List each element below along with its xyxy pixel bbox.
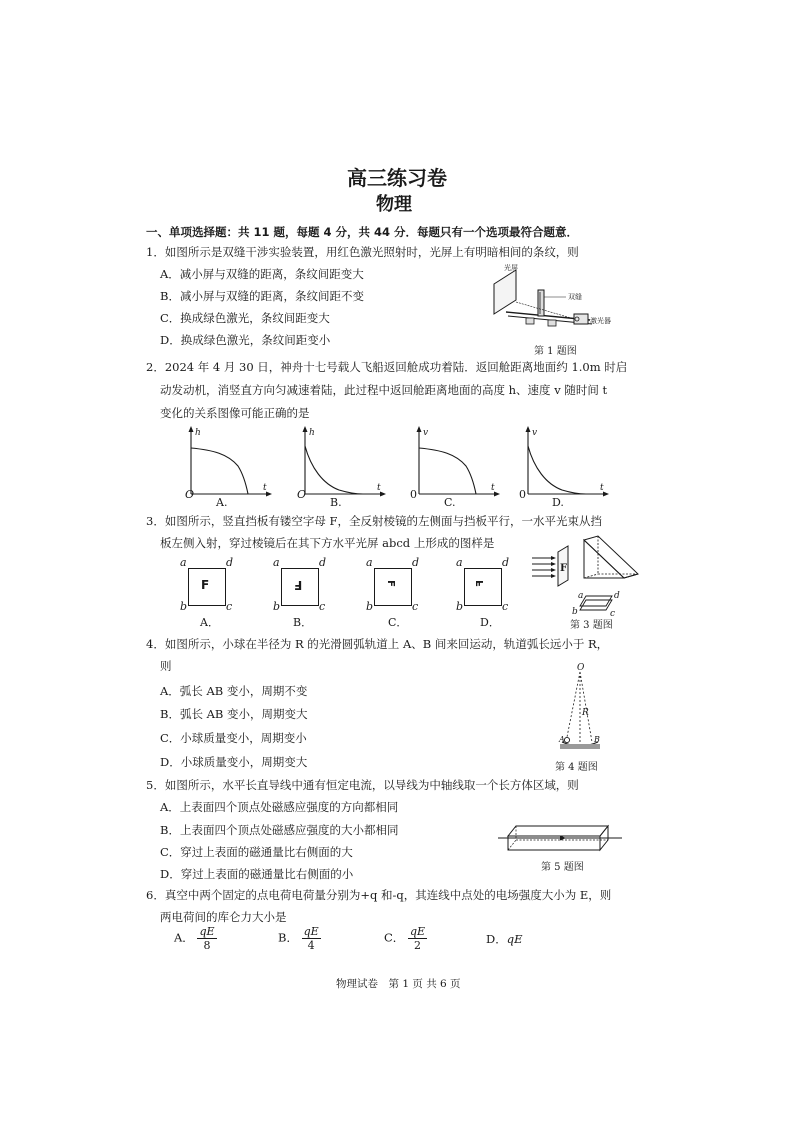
q2-graph-a-letter: A. <box>216 496 228 509</box>
q3-option-a-letter: A． <box>200 616 219 629</box>
page-subtitle: 物理 <box>376 194 412 215</box>
q3-option-d-glyph: F <box>474 580 486 587</box>
q4-fig-o: O <box>577 663 585 673</box>
q4-fig-r: R <box>582 708 589 718</box>
q3-plate-letter: F <box>560 563 568 574</box>
q2-graph-b-origin: O <box>297 488 307 501</box>
q6-stem-line-1: 6．真空中两个固定的点电荷电荷量分别为+q 和-q，其连线中点处的电场强度大小为 E，则 <box>146 888 612 902</box>
q3-option-c-letter: C． <box>388 616 408 629</box>
q6-option-b-num: qE <box>303 925 319 938</box>
q1-double-slit-figure <box>486 262 616 342</box>
page-footer: 物理试卷 第 1 页 共 6 页 <box>336 978 461 990</box>
q4-option-a: A．弧长 AB 变小，周期不变 <box>160 684 308 698</box>
corner-a: a <box>180 556 187 569</box>
q2-graph-c <box>411 424 501 500</box>
q1-figure-caption: 第 1 题图 <box>534 346 577 357</box>
q2-graph-b-letter: B. <box>330 496 342 509</box>
corner-b: b <box>273 600 281 613</box>
q6-option-c-letter: C． <box>384 930 405 945</box>
corner-a: a <box>456 556 463 569</box>
q2-graph-c-yaxis: v <box>423 428 429 438</box>
corner-d: d <box>412 556 420 569</box>
q6-option-c-den: 2 <box>414 939 421 952</box>
q6-option-b-den: 4 <box>307 939 315 952</box>
q5-cuboid-figure <box>498 814 624 854</box>
q2-stem-line-3: 变化的关系图像可能正确的是 <box>160 406 310 420</box>
q6-option-a-letter: A． <box>174 930 194 945</box>
q4-figure-caption: 第 4 题图 <box>555 762 598 773</box>
corner-b: b <box>456 600 464 613</box>
q4-stem-line-1: 4．如图所示，小球在半径为 R 的光滑圆弧轨道上 A、B 间来回运动，轨道弧长远小于 R， <box>146 637 609 651</box>
q2-graph-d-yaxis: v <box>532 428 538 438</box>
q6-option-d <box>486 932 523 946</box>
corner-c: c <box>226 600 233 613</box>
q1-option-a: A．减小屏与双缝的距离，条纹间距变大 <box>160 267 364 281</box>
q3-fig-c: c <box>610 609 616 619</box>
q2-graph-b <box>297 424 387 500</box>
q6-option-d-value: qE <box>506 932 523 946</box>
q6-option-d-letter: D． <box>486 932 507 946</box>
q6-option-c-num: qE <box>409 925 426 938</box>
q1-laser-label: 激光器 <box>590 317 611 325</box>
corner-c: c <box>319 600 326 613</box>
q1-slit-label: 双缝 <box>568 293 582 301</box>
q6-option-a <box>174 925 217 952</box>
section-heading: 一、单项选择题：共 11 题，每题 4 分，共 44 分．每题只有一个选项最符合题意． <box>146 225 579 239</box>
q2-graph-b-xaxis: t <box>377 483 381 493</box>
q3-option-c-glyph: F <box>384 580 396 587</box>
q3-stem-line-1: 3．如图所示，竖直挡板有镂空字母 F，全反射棱镜的左侧面与挡板平行，一水平光束从挡 <box>146 514 602 528</box>
q2-graph-a <box>183 424 273 500</box>
q4-fig-a: A <box>559 735 565 744</box>
q6-option-a-den: 8 <box>203 939 211 952</box>
q3-figure-caption: 第 3 题图 <box>570 620 613 631</box>
q2-stem-line-2: 动发动机，消竖直方向匀减速着陆，此过程中返回舱距离地面的高度 h、速度 v 随时间 t <box>160 383 608 397</box>
q2-graph-a-origin: O <box>185 488 195 501</box>
q2-graph-a-xaxis: t <box>263 483 267 493</box>
q6-stem-line-2: 两电荷间的库仑力大小是 <box>160 910 287 924</box>
corner-d: d <box>502 556 510 569</box>
q6-option-c-fraction <box>408 925 427 952</box>
q3-option-b-letter: B． <box>293 616 313 629</box>
q4-option-d: D．小球质量变小，周期变大 <box>160 755 308 769</box>
q5-option-c: C．穿过上表面的磁通量比右侧面的大 <box>160 845 353 859</box>
corner-d: d <box>319 556 327 569</box>
q4-option-b: B．弧长 AB 变小，周期变大 <box>160 707 308 721</box>
corner-d: d <box>226 556 234 569</box>
q1-screen-label: 光屏 <box>504 264 518 272</box>
corner-c: c <box>502 600 509 613</box>
q3-fig-a: a <box>578 591 584 601</box>
q4-fig-b: B <box>594 735 600 744</box>
q6-option-b-letter: B． <box>278 930 298 945</box>
q3-option-a-glyph: F <box>201 578 210 592</box>
q2-graph-c-origin: 0 <box>410 488 417 501</box>
q6-option-b <box>278 925 321 952</box>
q4-option-c: C．小球质量变小，周期变小 <box>160 731 307 745</box>
corner-a: a <box>273 556 280 569</box>
q2-graph-d-letter: D. <box>552 496 564 509</box>
q3-stem-line-2: 板左侧入射，穿过棱镜后在其下方水平光屏 abcd 上形成的图样是 <box>160 536 495 550</box>
q6-option-c <box>384 925 427 952</box>
q2-graph-d-origin: 0 <box>519 488 526 501</box>
q3-fig-b: b <box>572 607 578 617</box>
q1-stem: 1．如图所示是双缝干涉实验装置，用红色激光照射时，光屏上有明暗相间的条纹，则 <box>146 245 579 259</box>
q4-arc-figure <box>560 660 620 756</box>
q5-option-a: A．上表面四个顶点处磁感应强度的方向都相同 <box>160 800 399 814</box>
corner-a: a <box>366 556 373 569</box>
q2-graph-d <box>520 424 610 500</box>
corner-b: b <box>366 600 374 613</box>
q5-option-b: B．上表面四个顶点处磁感应强度的大小都相同 <box>160 823 399 837</box>
q3-fig-d: d <box>614 591 620 601</box>
q2-stem-line-1: 2．2024 年 4 月 30 日，神舟十七号载人飞船返回舱成功着陆．返回舱距离地面约 1.0m 时启 <box>146 360 628 374</box>
q2-graph-d-xaxis: t <box>600 483 604 493</box>
corner-b: b <box>180 600 188 613</box>
q1-option-c: C．换成绿色激光，条纹间距变大 <box>160 311 330 325</box>
q6-option-a-num: qE <box>199 925 215 938</box>
page-title: 高三练习卷 <box>347 166 447 190</box>
q2-graph-b-yaxis: h <box>309 428 315 438</box>
q6-option-b-fraction <box>302 925 321 952</box>
q2-graph-a-yaxis: h <box>195 428 201 438</box>
q1-option-d: D．换成绿色激光，条纹间距变小 <box>160 333 331 347</box>
q5-stem: 5．如图所示，水平长直导线中通有恒定电流，以导线为中轴线取一个长方体区域，则 <box>146 778 579 792</box>
q5-figure-caption: 第 5 题图 <box>541 862 584 873</box>
q3-option-d-letter: D． <box>480 616 500 629</box>
q4-stem-line-2: 则 <box>160 659 172 673</box>
q2-graph-c-xaxis: t <box>491 483 495 493</box>
q6-option-a-fraction <box>197 925 216 952</box>
q1-option-b: B．减小屏与双缝的距离，条纹间距不变 <box>160 289 364 303</box>
corner-c: c <box>412 600 419 613</box>
q3-option-b-glyph: F <box>294 578 303 592</box>
q2-graph-c-letter: C. <box>444 496 456 509</box>
q5-option-d: D．穿过上表面的磁通量比右侧面的小 <box>160 867 354 881</box>
q3-prism-figure <box>528 536 640 618</box>
